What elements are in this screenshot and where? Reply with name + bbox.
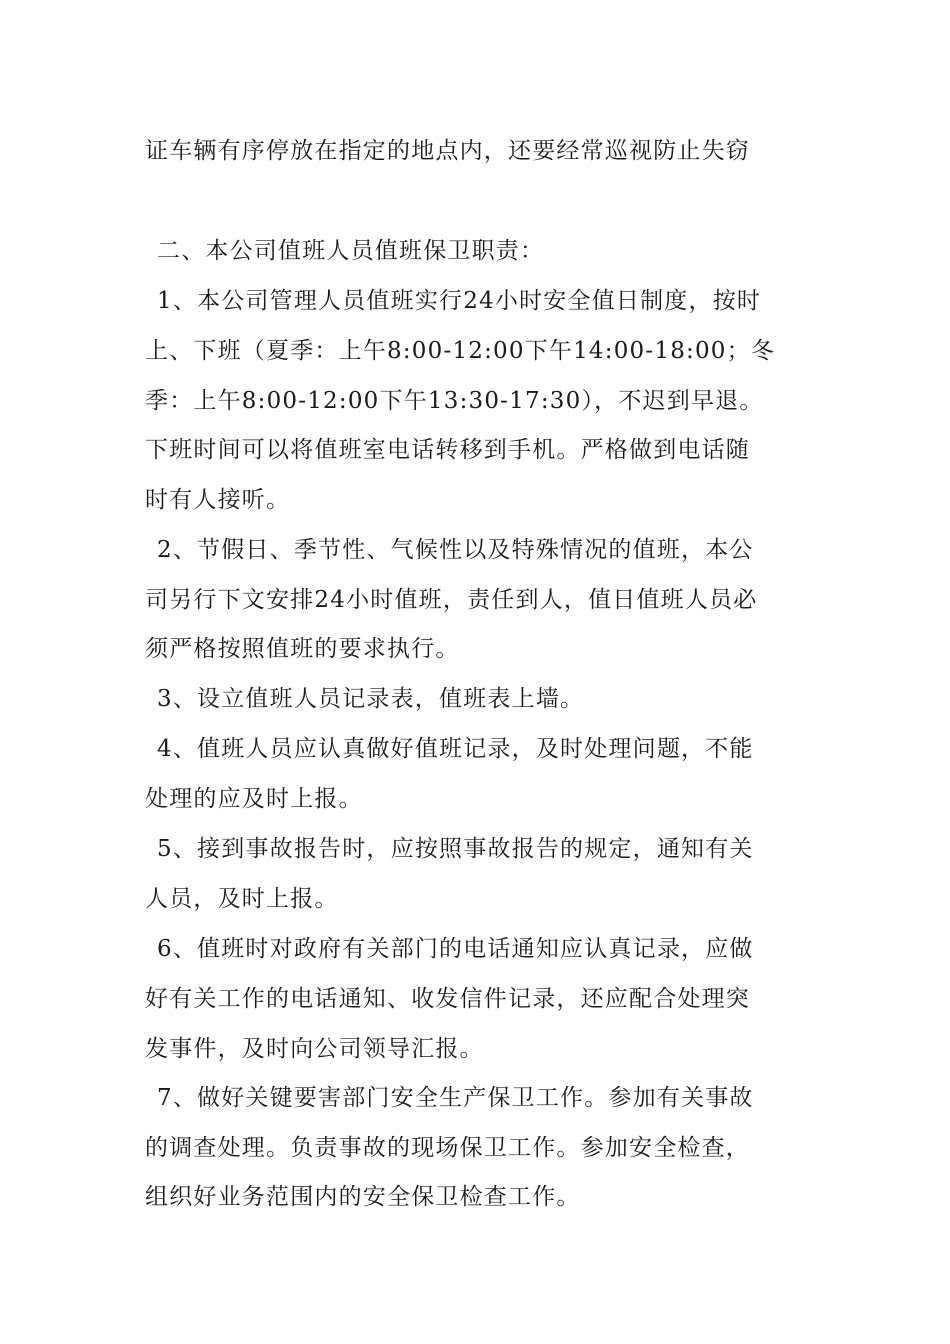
text-line: 2、节假日、季节性、气候性以及特殊情况的值班，本公 <box>157 537 754 563</box>
text-line: 人员，及时上报。 <box>145 886 339 912</box>
text-line: 发事件，及时向公司领导汇报。 <box>145 1036 484 1062</box>
text-line: 时有人接听。 <box>145 487 291 513</box>
text-line: 上、下班（夏季：上午8:00-12:00下午14:00-18:00；冬 <box>145 338 776 364</box>
text-line: 6、值班时对政府有关部门的电话通知应认真记录，应做 <box>157 936 754 962</box>
text-line: 1、本公司管理人员值班实行24小时安全值日制度，按时 <box>157 288 762 314</box>
text-line: 的调查处理。负责事故的现场保卫工作。参加安全检查， <box>145 1135 750 1161</box>
text-line: 处理的应及时上报。 <box>145 786 363 812</box>
text-line: 4、值班人员应认真做好值班记录，及时处理问题，不能 <box>157 736 754 762</box>
text-line: 7、做好关键要害部门安全生产保卫工作。参加有关事故 <box>157 1085 754 1111</box>
text-line: 司另行下文安排24小时值班，责任到人，值日值班人员必 <box>145 587 758 613</box>
text-line: 5、接到事故报告时，应按照事故报告的规定，通知有关 <box>157 836 754 862</box>
text-line: 证车辆有序停放在指定的地点内，还要经常巡视防止失窃 <box>145 138 750 164</box>
section-heading: 二、本公司值班人员值班保卫职责： <box>157 238 545 264</box>
text-line: 好有关工作的电话通知、收发信件记录，还应配合处理突 <box>145 986 750 1012</box>
text-line: 3、设立值班人员记录表，值班表上墙。 <box>157 686 585 712</box>
text-line: 组织好业务范围内的安全保卫检查工作。 <box>145 1184 581 1210</box>
text-line: 须严格按照值班的要求执行。 <box>145 636 460 662</box>
text-line: 下班时间可以将值班室电话转移到手机。严格做到电话随 <box>145 437 750 463</box>
text-line: 季：上午8:00-12:00下午13:30-17:30），不迟到早退。 <box>145 388 764 414</box>
